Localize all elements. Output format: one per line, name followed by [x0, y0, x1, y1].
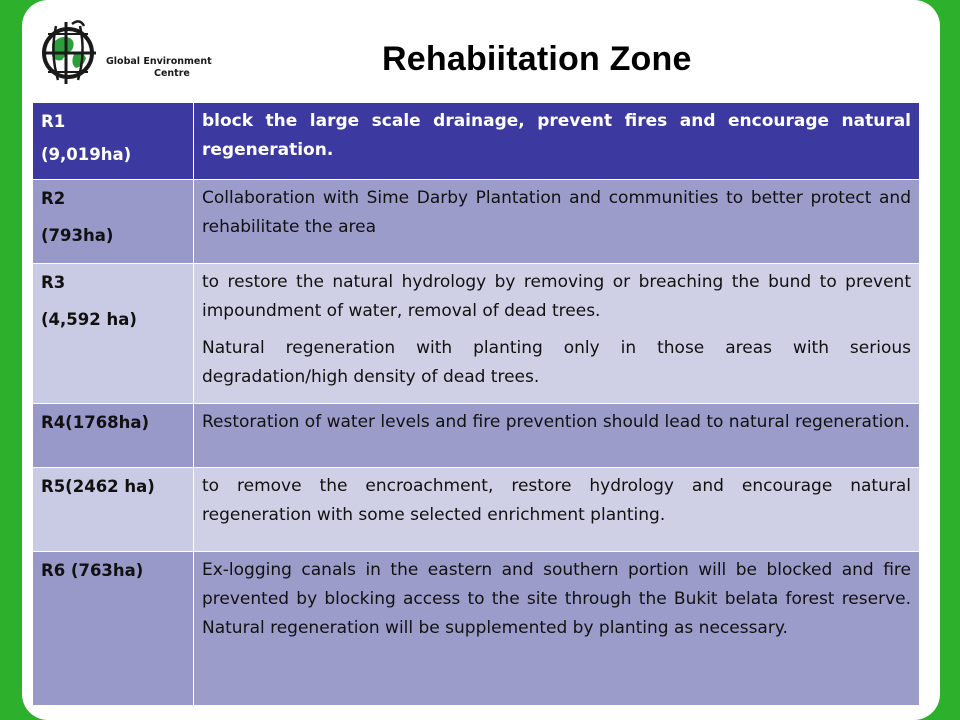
- slide-title: Rehabiitation Zone: [382, 40, 692, 78]
- description-cell: [194, 264, 920, 404]
- zone-area: (9,019ha): [41, 145, 132, 164]
- logo-text-line1: Global Environment: [106, 56, 212, 67]
- description-text: to restore the natural hydrology by removing or breaching the bund to prevent impoundment of water, removal of dead trees.: [202, 272, 911, 321]
- description-cell: [194, 103, 920, 180]
- zone-label: R6 (763ha): [41, 561, 144, 580]
- description-cell: [194, 404, 920, 468]
- table-row: [33, 264, 920, 404]
- zone-cell: [33, 404, 194, 468]
- globe-logo-icon: [36, 20, 106, 86]
- description-text: Collaboration with Sime Darby Plantation and communities to better protect and rehabilitate the area: [202, 188, 911, 237]
- table-row: [33, 103, 920, 180]
- logo-text-line2: Centre: [154, 68, 190, 79]
- zone-cell: [33, 103, 194, 180]
- zone-label: R3: [41, 273, 66, 292]
- rehabilitation-zone-table: [32, 102, 920, 706]
- zone-label: R5(2462 ha): [41, 477, 155, 496]
- zone-area: (4,592 ha): [41, 310, 137, 329]
- zone-label: R4(1768ha): [41, 413, 150, 432]
- zone-cell: [33, 552, 194, 706]
- description-text: Restoration of water levels and fire prevention should lead to natural regeneration.: [202, 412, 910, 432]
- description-text: block the large scale drainage, prevent fires and encourage natural regeneration.: [202, 111, 911, 160]
- zone-cell: [33, 180, 194, 264]
- description-cell: [194, 552, 920, 706]
- table-row: [33, 468, 920, 552]
- zone-label: R1: [41, 112, 66, 131]
- description-text: to remove the encroachment, restore hydrology and encourage natural regeneration with some selected enrichment planting.: [202, 476, 911, 525]
- zone-cell: [33, 468, 194, 552]
- description-cell: [194, 468, 920, 552]
- logo: [36, 20, 236, 86]
- zone-area: (793ha): [41, 226, 114, 245]
- zone-cell: [33, 264, 194, 404]
- description-cell: [194, 180, 920, 264]
- slide: [22, 0, 940, 720]
- table-row: [33, 552, 920, 706]
- table-row: [33, 180, 920, 264]
- description-text: Natural regeneration with planting only in those areas with serious degradation/high density of dead trees.: [202, 338, 911, 387]
- table-row: [33, 404, 920, 468]
- zone-label: R2: [41, 189, 66, 208]
- description-text: Ex-logging canals in the eastern and southern portion will be blocked and fire prevented by blocking access to the site through the Bukit belata forest reserve. Natural regeneration will be supplemented by planting as necessary.: [202, 560, 911, 638]
